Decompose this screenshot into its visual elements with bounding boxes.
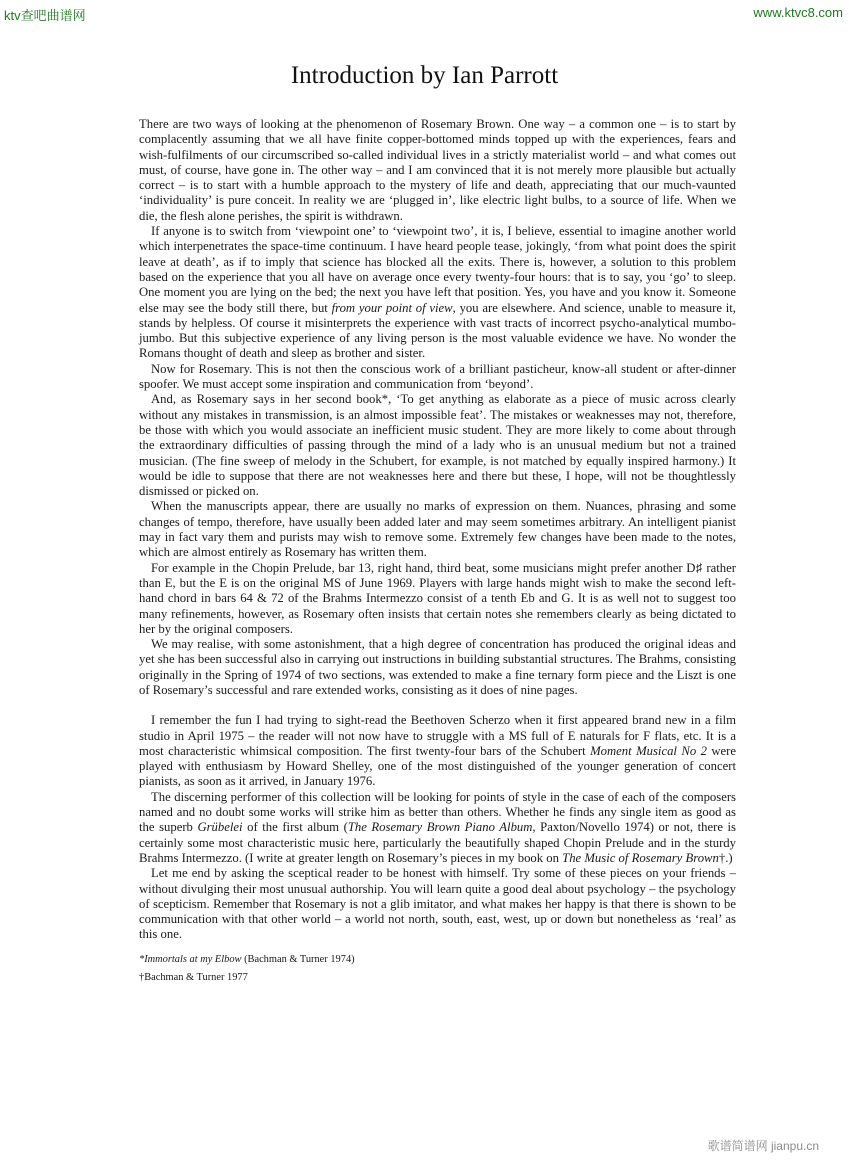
paragraph-9-part-a: The discerning performer of this collection will be looking for points of style in the case of each of the composers named and no doubt some works will strike him as better than others. Whether he finds any single item as good as the superb [139,789,736,835]
paragraph-8-part-c: were played with enthusiasm by Howard Shelley, one of the most distinguished of the younger generation of concert pianists, as soon as it arrived, in January 1976. [139,743,737,789]
paragraph-9 [139,790,736,866]
paragraph-9-part-e: , Paxton/Novello 1974) or not, there is certainly some most characteristic music here, particularly the beautifully shaped Chopin Prelude and in the sturdy Brahms Intermezzo. (I write at greater length on Rosemary’s pieces in my book on [139,820,736,865]
paragraph-2-part-c: , you are elsewhere. And science, unable to measure it, stands by helpless. Of course it misinterprets the experience with vast tracts of incorrect psycho-analytical mumbo-jumbo. But this subjective experience of any living person is the most valuable evidence we have. No wonder the Romans thought of death and sleep as brother and sister. [139,300,736,361]
paragraph-2 [139,224,736,362]
paragraph-2-italic: from your point of view [331,300,453,315]
footnote-1-rest: (Bachman & Turner 1974) [241,953,355,965]
paragraph-9-italic-3: The Music of Rosemary Brown [562,850,719,865]
paragraph-7: We may realise, with some astonishment, that a high degree of concentration has produced the original ideas and yet she has been successful also in carrying out instructions in building substantial structures. The Brahms, consisting originally in the Spring of 1974 of two sections, was extended to make a fine ternary form piece and the Liszt is one of Rosemary’s successful and rare extended works, consisting as it does of nine pages. [139,637,736,697]
watermark-bottom-right: 歌谱简谱网 jianpu.cn [707,1139,819,1153]
paragraph-8-part-a: I remember the fun I had trying to sight-read the Beethoven Scherzo when it first appeared brand new in a film studio in April 1975 – the reader will not now have to struggle with a MS full of E naturals for F flats, etc. It is a most characteristic whimsical composition. The first twenty-four bars of the Schubert [139,713,736,758]
paragraph-9-part-c: of the first album ( [242,820,348,835]
paragraph-4: And, as Rosemary says in her second book*, ‘To get anything as elaborate as a piece of music across clearly without any mistakes in transmission, is an almost impossible feat’. The mistakes or weaknesses may not, therefore, be those with which you would associate an inefficient music student. They are more likely to come about through the extraordinary difficulties of passing through the mind of a lady who is an unusual medium but not a trained musician. (The fine sweep of melody in the Schubert, for example, is not matched by equally inspired harmony.) It would be idle to suppose that there are not weaknesses here and there but these, I hope, will not be thoughtlessly dismissed or picked on. [139,392,736,499]
paragraph-5: When the manuscripts appear, there are usually no marks of expression on them. Nuances, phrasing and some changes of tempo, therefore, have usually been added later and may seem sometimes arbitrary. An intelligent pianist may in fact vary them and purists may wish to remove some. Extremely few changes have been made to the notes, which are almost entirely as Rosemary has written them. [139,499,736,560]
paragraph-1: There are two ways of looking at the phenomenon of Rosemary Brown. One way – a common one – is to start by complacently assuming that we all have finite copper-bottomed minds topped up with the experiences, fears and wish-fulfilments of our circumscribed so-called individual lives in a strictly materialist world – and what comes out must, of course, have gone in. The other way – and I am convinced that it is not merely more plausible but actually correct – is to start with a humble approach to the mystery of life and death, appreciating that our much-vaunted ‘individuality’ is pure conceit. In reality we are ‘plugged in’, like electric light bulbs, to a source of life. When we die, the flesh alone perishes, the spirit is withdrawn. [139,117,736,223]
watermark-top-right: www.ktvc8.com [753,5,843,20]
footnote-1-title: *Immortals at my Elbow [139,953,242,965]
paragraph-10: Let me end by asking the sceptical reader to be honest with himself. Try some of these pieces on your friends – without divulging their most unusual authorship. You will learn quite a good deal about psychology – the psychology of scepticism. Remember that Rosemary is not a glib imitator, and what makes her happy is that there is shown to be communication with that other world – a world not north, south, east, west, up or down but nonetheless as ‘real’ as this one. [139,866,736,942]
paragraph-3: Now for Rosemary. This is not then the conscious work of a brilliant pasticheur, know-all student or after-dinner spoofer. We must accept some inspiration and communication from ‘beyond’. [139,361,736,392]
paragraph-8-italic: Moment Musical No 2 [590,743,707,758]
paragraph-8 [139,713,736,789]
body-text [139,117,736,987]
footnotes [139,951,736,987]
watermark-top-left: ktv查吧曲谱网 [4,8,86,23]
paragraph-9-italic-2: The Rosemary Brown Piano Album [347,820,533,835]
paragraph-2-part-a: If anyone is to switch from ‘viewpoint one’ to ‘viewpoint two’, it is, I believe, essential to imagine another world which interpenetrates the space-time continuum. I have heard people tease, jokingly, ‘from what point does the spirit leave at death’, as if to imply that science has blocked all the exits. There is, however, a solution to this problem based on the experience that you all have on average once every twenty-four hours: that is to say, you ‘go’ to sleep. One moment you are lying on the bed; the next you have left that position. Yes, you have and you know it. Someone else may see the body still there, but [139,224,736,315]
paragraph-9-part-g: †.) [718,850,733,865]
paragraph-9-italic-1: Grübelei [197,820,243,835]
paragraph-6: For example in the Chopin Prelude, bar 13, right hand, third beat, some musicians might prefer another D♯ rather than E, but the E is on the original MS of June 1969. Players with large hands might wish to make the second left-hand chord in bars 64 & 72 of the Brahms Intermezzo consist of a tenth Eb and G. It is as well not to suggest too many refinements, however, as Rosemary often insists that certain notes she remembers clearly as being dictated to her by the original composers. [139,560,736,636]
footnote-2: †Bachman & Turner 1977 [139,971,248,983]
footnote-1 [139,951,736,969]
page-title: Introduction by Ian Parrott [290,62,559,89]
